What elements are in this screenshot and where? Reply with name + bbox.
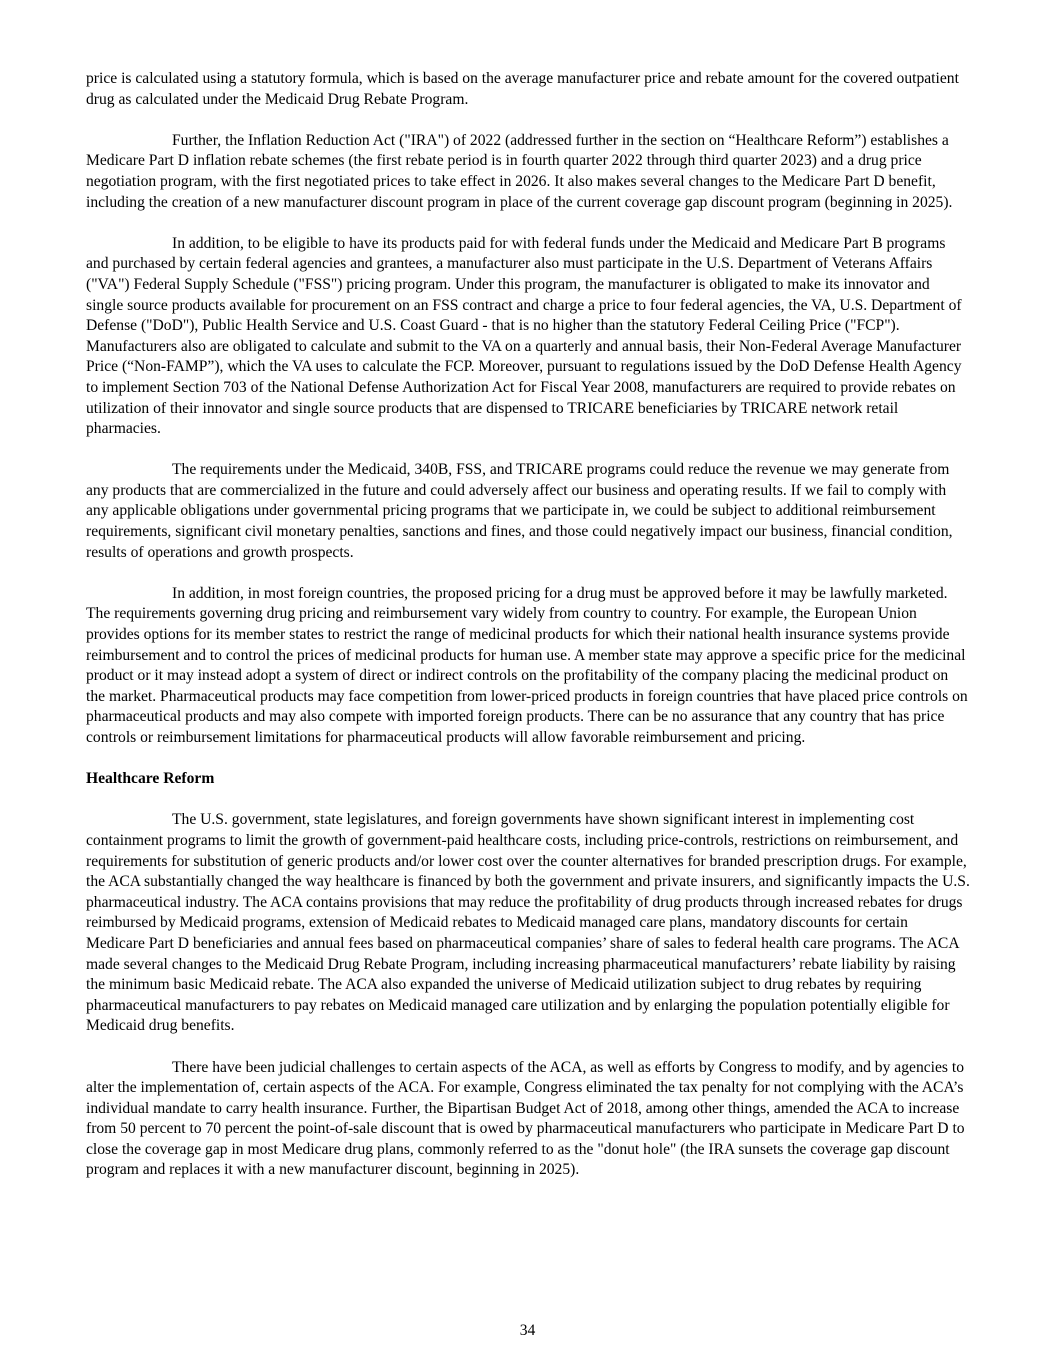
page-number: 34 bbox=[519, 1322, 536, 1339]
section-heading-healthcare-reform: Healthcare Reform bbox=[86, 770, 215, 788]
paragraph-foreign-pricing: In addition, in most foreign countries, the proposed pricing for a drug must be approved before it may be lawfully marketed. The requirements governing drug pricing and reimbursement vary widely from country to country. For example, the European Union provides options for its member states to restrict the range of medicinal products for which their national health insurance systems provide reimbursement and to control the prices of medicinal products for human use. A member state may approve a specific price for the medicinal product or it may instead adopt a system of direct or indirect controls on the profitability of the company placing the medicinal product on the market. Pharmaceutical products may face competition from lower-priced products in foreign countries that have placed price controls on pharmaceutical products and may also compete with imported foreign products. There can be no assurance that any country that has price controls or reimbursement limitations for pharmaceutical products will allow favorable reimbursement and pricing. bbox=[86, 584, 968, 746]
paragraph-cost-containment-aca: The U.S. government, state legislatures, and foreign governments have shown significant interest in implementing cost containment programs to limit the growth of government-paid healthcare costs, including price-controls, restrictions on reimbursement, and requirements for substitution of generic products and/or lower cost over the counter alternatives for branded prescription drugs. For example, the ACA substantially changed the way healthcare is financed by both the government and private insurers, and significantly impacts the U.S. pharmaceutical industry. The ACA contains provisions that may reduce the profitability of drug products through increased rebates for drugs reimbursed by Medicaid programs, extension of Medicaid rebates to Medicaid managed care plans, mandatory discounts for certain Medicare Part D beneficiaries and annual fees based on pharmaceutical companies’ share of sales to federal health care programs. The ACA made several changes to the Medicaid Drug Rebate Program, including increasing pharmaceutical manufacturers’ rebate liability by raising the minimum basic Medicaid rebate. The ACA also expanded the universe of Medicaid utilization subject to drug rebates by requiring pharmaceutical manufacturers to pay rebates on Medicaid managed care utilization and by enlarging the population potentially eligible for Medicaid drug benefits. bbox=[86, 811, 970, 1035]
paragraph-program-requirements-risk: The requirements under the Medicaid, 340B, FSS, and TRICARE programs could reduce the revenue we may generate from any products that are commercialized in the future and could adversely affect our business and operating results. If we fail to comply with any applicable obligations under governmental pricing programs that we participate in, we could be subject to additional reimbursement requirements, significant civil monetary penalties, sanctions and fines, and those could negatively impact our business, financial condition, results of operations and growth prospects. bbox=[86, 461, 953, 561]
paragraph-continued-price-calculation: price is calculated using a statutory formula, which is based on the average manufacturer price and rebate amount for the covered outpatient drug as calculated under the Medicaid Drug Rebate Program. bbox=[86, 70, 959, 108]
paragraph-inflation-reduction-act: Further, the Inflation Reduction Act ("IRA") of 2022 (addressed further in the section on “Healthcare Reform”) establishes a Medicare Part D inflation rebate schemes (the first rebate period is in fourth quarter 2022 through third quarter 2023) and a drug price negotiation program, with the first negotiated prices to take effect in 2026. It also makes several changes to the Medicare Part D benefit, including the creation of a new manufacturer discount program in place of the current coverage gap discount program (beginning in 2025). bbox=[86, 131, 953, 211]
paragraph-aca-judicial-challenges: There have been judicial challenges to certain aspects of the ACA, as well as efforts by Congress to modify, and by agencies to alter the implementation of, certain aspects of the ACA. For example, Congress eliminated the tax penalty for not complying with the ACA’s individual mandate to carry health insurance. Further, the Bipartisan Budget Act of 2018, among other things, amended the ACA to increase from 50 percent to 70 percent the point-of-sale discount that is owed by pharmaceutical manufacturers who participate in Medicare Part D to close the coverage gap in most Medicare drug plans, commonly referred to as the "donut hole" (the IRA sunsets the coverage gap discount program and replaces it with a new manufacturer discount, beginning in 2025). bbox=[86, 1058, 965, 1179]
document-body bbox=[86, 69, 970, 1202]
paragraph-fss-pricing-program: In addition, to be eligible to have its products paid for with federal funds under the Medicaid and Medicare Part B programs and purchased by certain federal agencies and grantees, a manufacturer also must participate in the U.S. Department of Veterans Affairs ("VA") Federal Supply Schedule ("FSS") pricing program. Under this program, the manufacturer is obligated to make its innovator and single source products available for procurement on an FSS contract and charge a price to four federal agencies, the VA, U.S. Department of Defense ("DoD"), Public Health Service and U.S. Coast Guard - that is no higher than the statutory Federal Ceiling Price ("FCP"). Manufacturers also are obligated to calculate and submit to the VA on a quarterly and annual basis, their Non-Federal Average Manufacturer Price (“Non-FAMP”), which the VA uses to calculate the FCP. Moreover, pursuant to regulations issued by the DoD Defense Health Agency to implement Section 703 of the National Defense Authorization Act for Fiscal Year 2008, manufacturers are required to provide rebates on utilization of their innovator and single source products that are dispensed to TRICARE beneficiaries by TRICARE network retail pharmacies. bbox=[86, 234, 962, 438]
